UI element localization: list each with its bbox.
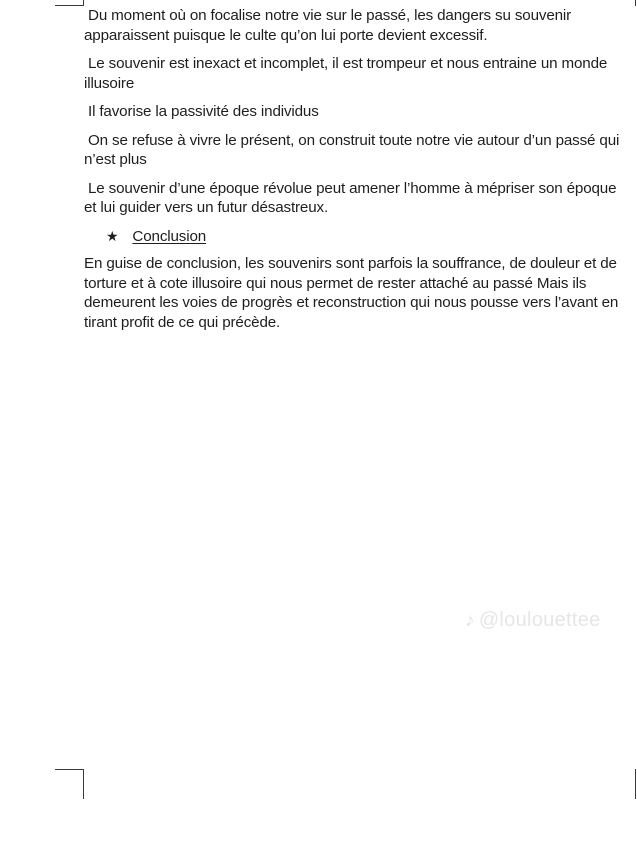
paragraph-passivity: Il favorise la passivité des individus <box>88 103 319 120</box>
conclusion-heading <box>106 227 629 247</box>
watermark-handle: @loulouettee <box>478 609 601 631</box>
conclusion-heading-label: Conclusion <box>132 227 207 245</box>
crop-mark-bottom-left-horizontal <box>55 769 84 770</box>
star-icon: ★ <box>106 227 119 244</box>
paragraph-epoch: Le souvenir d’une époque révolue peut amener l’homme à mépriser son époque et lui guider vers un futur désastreux. <box>84 179 617 216</box>
paragraph-dangers: Du moment où on focalise notre vie sur le passé, les dangers su souvenir apparaissent puisque le culte qu’on lui porte devient excessif. <box>84 7 572 44</box>
document-body <box>84 6 629 341</box>
paragraph-present: On se refuse à vivre le présent, on construit toute notre vie autour d’un passé qui n’est plus <box>84 131 620 168</box>
crop-mark-top-right-vertical <box>635 0 636 6</box>
tiktok-icon: ♪ <box>465 609 475 631</box>
paragraph-inexact: Le souvenir est inexact et incomplet, il est trompeur et nous entraine un monde illusoire <box>84 55 608 92</box>
crop-mark-bottom-left-vertical <box>83 769 84 799</box>
crop-mark-bottom-right-vertical <box>635 769 636 799</box>
crop-mark-top-left-horizontal <box>55 5 84 6</box>
tiktok-watermark <box>465 609 601 632</box>
paragraph-conclusion: En guise de conclusion, les souvenirs sont parfois la souffrance, de douleur et de torture et à cote illusoire qui nous permet de rester attaché au passé Mais ils demeurent les voies de progrès et reconstruction qui nous pousse vers l’avant en tirant profit de ce qui précède. <box>84 255 619 331</box>
